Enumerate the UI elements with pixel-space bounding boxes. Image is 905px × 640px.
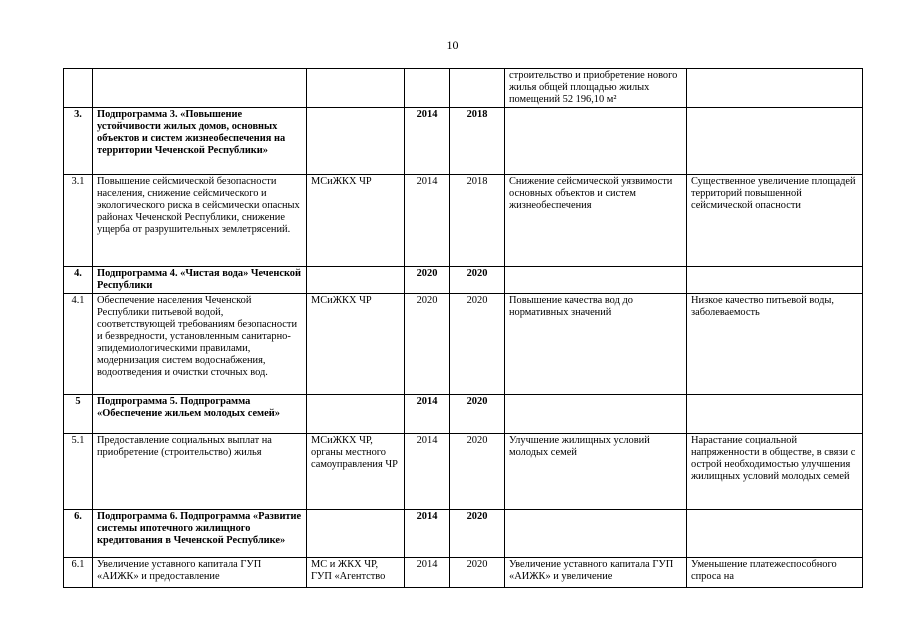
row-executor	[307, 267, 405, 294]
row-year-start	[405, 69, 450, 108]
row-year-start: 2014	[405, 434, 450, 510]
page-number: 10	[446, 38, 459, 52]
row-name: Подпрограмма 6. Подпрограмма «Развитие системы ипотечного жилищного кредитования в Чеченской Республике»	[93, 510, 307, 558]
row-number: 6.1	[64, 558, 93, 588]
row-executor	[307, 395, 405, 434]
row-name: Подпрограмма 5. Подпрограмма «Обеспечение жильем молодых семей»	[93, 395, 307, 434]
row-consequence	[687, 267, 863, 294]
row-number: 5.1	[64, 434, 93, 510]
row-year-start: 2020	[405, 294, 450, 395]
row-year-end: 2018	[450, 108, 505, 175]
row-consequence: Уменьшение платежеспособного спроса на	[687, 558, 863, 588]
row-name: Подпрограмма 4. «Чистая вода» Чеченской Республики	[93, 267, 307, 294]
row-year-start: 2014	[405, 175, 450, 267]
row-name	[93, 69, 307, 108]
row-year-end: 2020	[450, 395, 505, 434]
row-year-end: 2020	[450, 558, 505, 588]
row-number: 6.	[64, 510, 93, 558]
row-result	[505, 108, 687, 175]
row-executor: МСиЖКХ ЧР, органы местного самоуправления ЧР	[307, 434, 405, 510]
row-year-end: 2020	[450, 267, 505, 294]
table-row	[64, 558, 863, 588]
row-year-start: 2014	[405, 395, 450, 434]
row-consequence	[687, 395, 863, 434]
subprogram-row	[64, 395, 863, 434]
row-year-end: 2020	[450, 510, 505, 558]
row-year-start: 2014	[405, 510, 450, 558]
subprogram-row	[64, 267, 863, 294]
row-result: Улучшение жилищных условий молодых семей	[505, 434, 687, 510]
row-number: 3.	[64, 108, 93, 175]
row-name: Повышение сейсмической безопасности населения, снижение сейсмического и экологического риска в сейсмически опасных районах Чеченской Республики, снижение ущерба от разрушительных землетрясений.	[93, 175, 307, 267]
row-result: Повышение качества вод до нормативных значений	[505, 294, 687, 395]
row-name: Подпрограмма 3. «Повышение устойчивости жилых домов, основных объектов и систем жизнеобеспечения на территории Чеченской Республики»	[93, 108, 307, 175]
row-year-end: 2018	[450, 175, 505, 267]
subprogram-row	[64, 510, 863, 558]
row-result	[505, 267, 687, 294]
program-table	[63, 68, 863, 588]
row-name: Обеспечение населения Чеченской Республики питьевой водой, соответствующей требованиям безопасности и безвредности, установленным санитарно-эпидемиологическими правилами, модернизация систем водоснабжения, водоотведения и очистки сточных вод.	[93, 294, 307, 395]
row-number	[64, 69, 93, 108]
row-year-start: 2020	[405, 267, 450, 294]
row-consequence	[687, 69, 863, 108]
row-executor	[307, 510, 405, 558]
table-row	[64, 294, 863, 395]
row-result	[505, 510, 687, 558]
row-consequence: Существенное увеличение площадей территорий повышенной сейсмической опасности	[687, 175, 863, 267]
row-number: 4.1	[64, 294, 93, 395]
row-result: строительство и приобретение нового жилья общей площадью жилых помещений 52 196,10 м²	[505, 69, 687, 108]
row-result: Снижение сейсмической уязвимости основных объектов и систем жизнеобеспечения	[505, 175, 687, 267]
row-number: 5	[64, 395, 93, 434]
row-year-start: 2014	[405, 558, 450, 588]
table-row	[64, 69, 863, 108]
row-consequence: Нарастание социальной напряженности в обществе, в связи с острой необходимостью улучшения жилищных условий молодых семей	[687, 434, 863, 510]
row-executor	[307, 108, 405, 175]
row-name: Предоставление социальных выплат на приобретение (строительство) жилья	[93, 434, 307, 510]
row-result: Увеличение уставного капитала ГУП «АИЖК» и увеличение	[505, 558, 687, 588]
row-year-end: 2020	[450, 434, 505, 510]
row-consequence	[687, 108, 863, 175]
row-number: 4.	[64, 267, 93, 294]
row-year-end: 2020	[450, 294, 505, 395]
row-result	[505, 395, 687, 434]
table-body	[64, 69, 863, 588]
table-row	[64, 175, 863, 267]
row-executor: МСиЖКХ ЧР	[307, 175, 405, 267]
row-year-start: 2014	[405, 108, 450, 175]
table-row	[64, 434, 863, 510]
row-executor: МСиЖКХ ЧР	[307, 294, 405, 395]
row-executor: МС и ЖКХ ЧР, ГУП «Агентство	[307, 558, 405, 588]
row-number: 3.1	[64, 175, 93, 267]
row-consequence: Низкое качество питьевой воды, заболеваемость	[687, 294, 863, 395]
row-executor	[307, 69, 405, 108]
subprogram-row	[64, 108, 863, 175]
row-name: Увеличение уставного капитала ГУП «АИЖК» и предоставление	[93, 558, 307, 588]
row-consequence	[687, 510, 863, 558]
row-year-end	[450, 69, 505, 108]
